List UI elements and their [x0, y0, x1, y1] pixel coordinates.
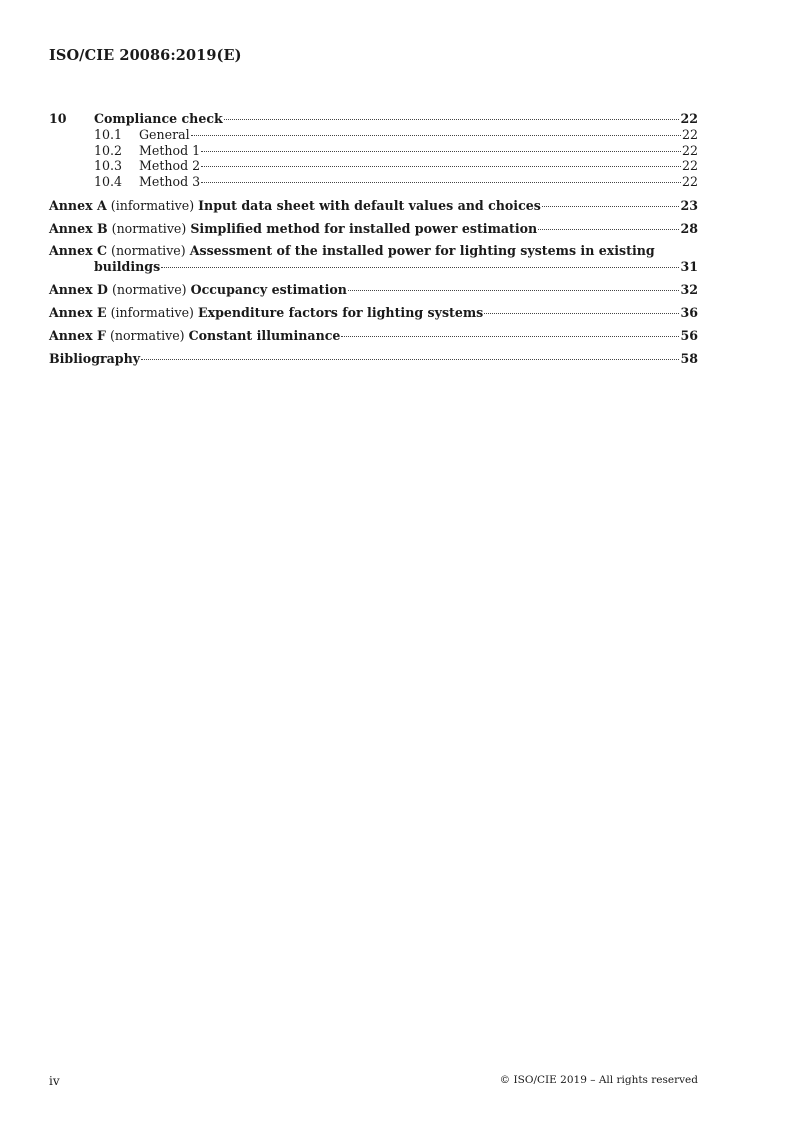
toc-page-number: 56: [680, 328, 698, 344]
toc-leader: [224, 119, 680, 120]
toc-leader: [538, 229, 679, 230]
toc-subclause-title: Method 3: [139, 173, 201, 189]
toc-annex-label: Annex A: [49, 198, 107, 214]
toc-page-number: 58: [680, 351, 698, 367]
toc-entry-annex-f[interactable]: [49, 327, 698, 344]
toc-bibliography-title: Bibliography: [49, 351, 141, 367]
toc-annex-title: Constant illuminance: [188, 328, 341, 344]
toc-clause-number: 10: [49, 111, 67, 126]
toc-annex-c-continuation: [49, 259, 698, 275]
toc-annex-type: (normative): [111, 243, 186, 259]
toc-annex-label: Annex E: [49, 305, 107, 321]
toc-page-number: 36: [680, 305, 698, 321]
toc-leader: [201, 166, 681, 167]
toc-annex-label: Annex D: [49, 282, 108, 298]
footer-page-number: iv: [49, 1074, 60, 1088]
toc-subclause-number: 10.2: [94, 142, 123, 158]
toc-entry-annex-e[interactable]: [49, 304, 698, 321]
table-of-contents: [49, 110, 698, 367]
toc-leader: [201, 182, 681, 183]
toc-subclause-title: Method 2: [139, 158, 201, 174]
toc-subclause-title: Method 1: [139, 142, 201, 158]
document-header: ISO/CIE 20086:2019(E): [49, 47, 242, 64]
toc-subclause-number: 10.3: [94, 158, 123, 174]
toc-entry-annex-d[interactable]: [49, 281, 698, 298]
toc-leader: [141, 359, 679, 360]
toc-annex-title: Assessment of the installed power for lighting systems in existing: [189, 243, 655, 259]
toc-annex-title: Simplified method for installed power estimation: [190, 221, 538, 237]
toc-annex-label: Annex F: [49, 328, 106, 344]
toc-leader: [161, 267, 679, 268]
toc-annex-title-continued: buildings: [94, 259, 161, 275]
toc-annex-title: Occupancy estimation: [190, 282, 347, 298]
toc-page-number: 31: [680, 259, 698, 275]
footer-copyright: © ISO/CIE 2019 – All rights reserved: [499, 1074, 698, 1086]
toc-annex-type: (informative): [110, 305, 194, 321]
toc-leader: [542, 206, 680, 207]
toc-entry-bibliography[interactable]: [49, 350, 698, 367]
toc-annex-type: (normative): [111, 282, 187, 298]
toc-annex-label: Annex B: [49, 221, 108, 237]
toc-leader: [341, 336, 679, 337]
toc-page-number: 32: [680, 282, 698, 298]
toc-page-number: 28: [680, 221, 698, 237]
toc-annex-c-first-line: [49, 243, 698, 259]
toc-entry-clause-10[interactable]: [49, 110, 698, 127]
toc-clause-title: Compliance check: [94, 111, 223, 126]
toc-page-number: 22: [680, 111, 698, 126]
toc-entry-10-2[interactable]: [49, 143, 698, 159]
toc-page-number: 22: [681, 158, 698, 174]
toc-page-number: 22: [681, 142, 698, 158]
toc-leader: [484, 313, 679, 314]
toc-subclause-number: 10.1: [94, 127, 123, 142]
toc-page-number: 22: [681, 173, 698, 189]
toc-page-number: 23: [680, 198, 698, 214]
toc-subclause-number: 10.4: [94, 173, 123, 189]
toc-leader: [201, 151, 681, 152]
toc-entry-annex-b[interactable]: [49, 220, 698, 237]
toc-annex-type: (informative): [110, 198, 195, 214]
toc-entry-10-3[interactable]: [49, 158, 698, 174]
toc-entry-annex-a[interactable]: [49, 197, 698, 214]
toc-annex-type: (normative): [111, 221, 187, 237]
toc-leader: [191, 135, 681, 136]
toc-entry-10-1[interactable]: [49, 127, 698, 143]
toc-annex-title: Input data sheet with default values and choices: [198, 198, 541, 214]
toc-page-number: 22: [681, 127, 698, 142]
toc-annex-title: Expenditure factors for lighting systems: [197, 305, 484, 321]
toc-entry-10-4[interactable]: [49, 174, 698, 190]
toc-annex-label: Annex C: [49, 243, 108, 259]
toc-entry-annex-c[interactable]: [49, 243, 698, 275]
toc-subclause-title: General: [139, 127, 190, 142]
toc-leader: [348, 290, 680, 291]
toc-annex-type: (normative): [109, 328, 185, 344]
